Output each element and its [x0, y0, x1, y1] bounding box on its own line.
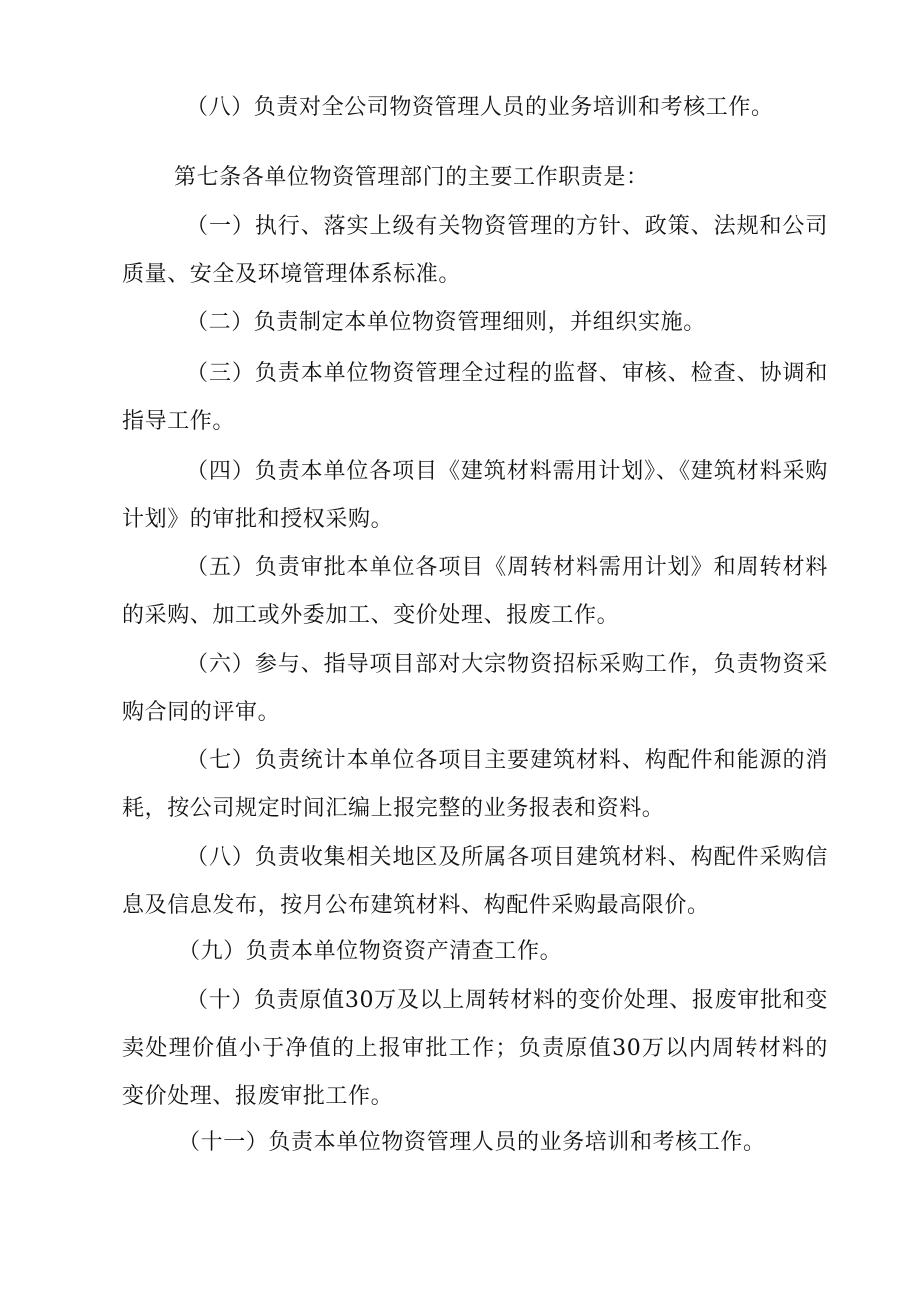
- paragraph-item-10: （十）负责原值30万及以上周转材料的变价处理、报废审批和变卖处理价值小于净值的上报审批工作；负责原值30万以内周转材料的变价处理、报废审批工作。: [122, 988, 828, 1109]
- paragraph-item-2: （二）负责制定本单位物资管理细则，并组织实施。: [186, 310, 706, 335]
- paragraph-item-7: （七）负责统计本单位各项目主要建筑材料、构配件和能源的消耗，按公司规定时间汇编上报完整的业务报表和资料。: [122, 748, 828, 821]
- article-7-heading: 第七条各单位物资管理部门的主要工作职责是：: [174, 165, 649, 190]
- paragraph-item-6: （六）参与、指导项目部对大宗物资招标采购工作，负责物资采购合同的评审。: [122, 652, 828, 725]
- paragraph-item-8-unit: （八）负责收集相关地区及所属各项目建筑材料、构配件采购信息及信息发布，按月公布建筑材料、构配件采购最高限价。: [122, 845, 828, 918]
- paragraph-item-5: （五）负责审批本单位各项目《周转材料需用计划》和周转材料的采购、加工或外委加工、变价处理、报废工作。: [122, 555, 828, 628]
- paragraph-item-3: （三）负责本单位物资管理全过程的监督、审核、检查、协调和指导工作。: [122, 361, 828, 434]
- paragraph-item-4: （四）负责本单位各项目《建筑材料需用计划》、《建筑材料采购计划》的审批和授权采购。: [122, 459, 828, 532]
- paragraph-item-8-company: （八）负责对全公司物资管理人员的业务培训和考核工作。: [186, 95, 774, 120]
- paragraph-item-1: （一）执行、落实上级有关物资管理的方针、政策、法规和公司质量、安全及环境管理体系标准。: [122, 214, 828, 287]
- paragraph-item-11: （十一）负责本单位物资管理人员的业务培训和考核工作。: [178, 1130, 766, 1155]
- paragraph-item-9: （九）负责本单位物资资产清查工作。: [178, 939, 563, 964]
